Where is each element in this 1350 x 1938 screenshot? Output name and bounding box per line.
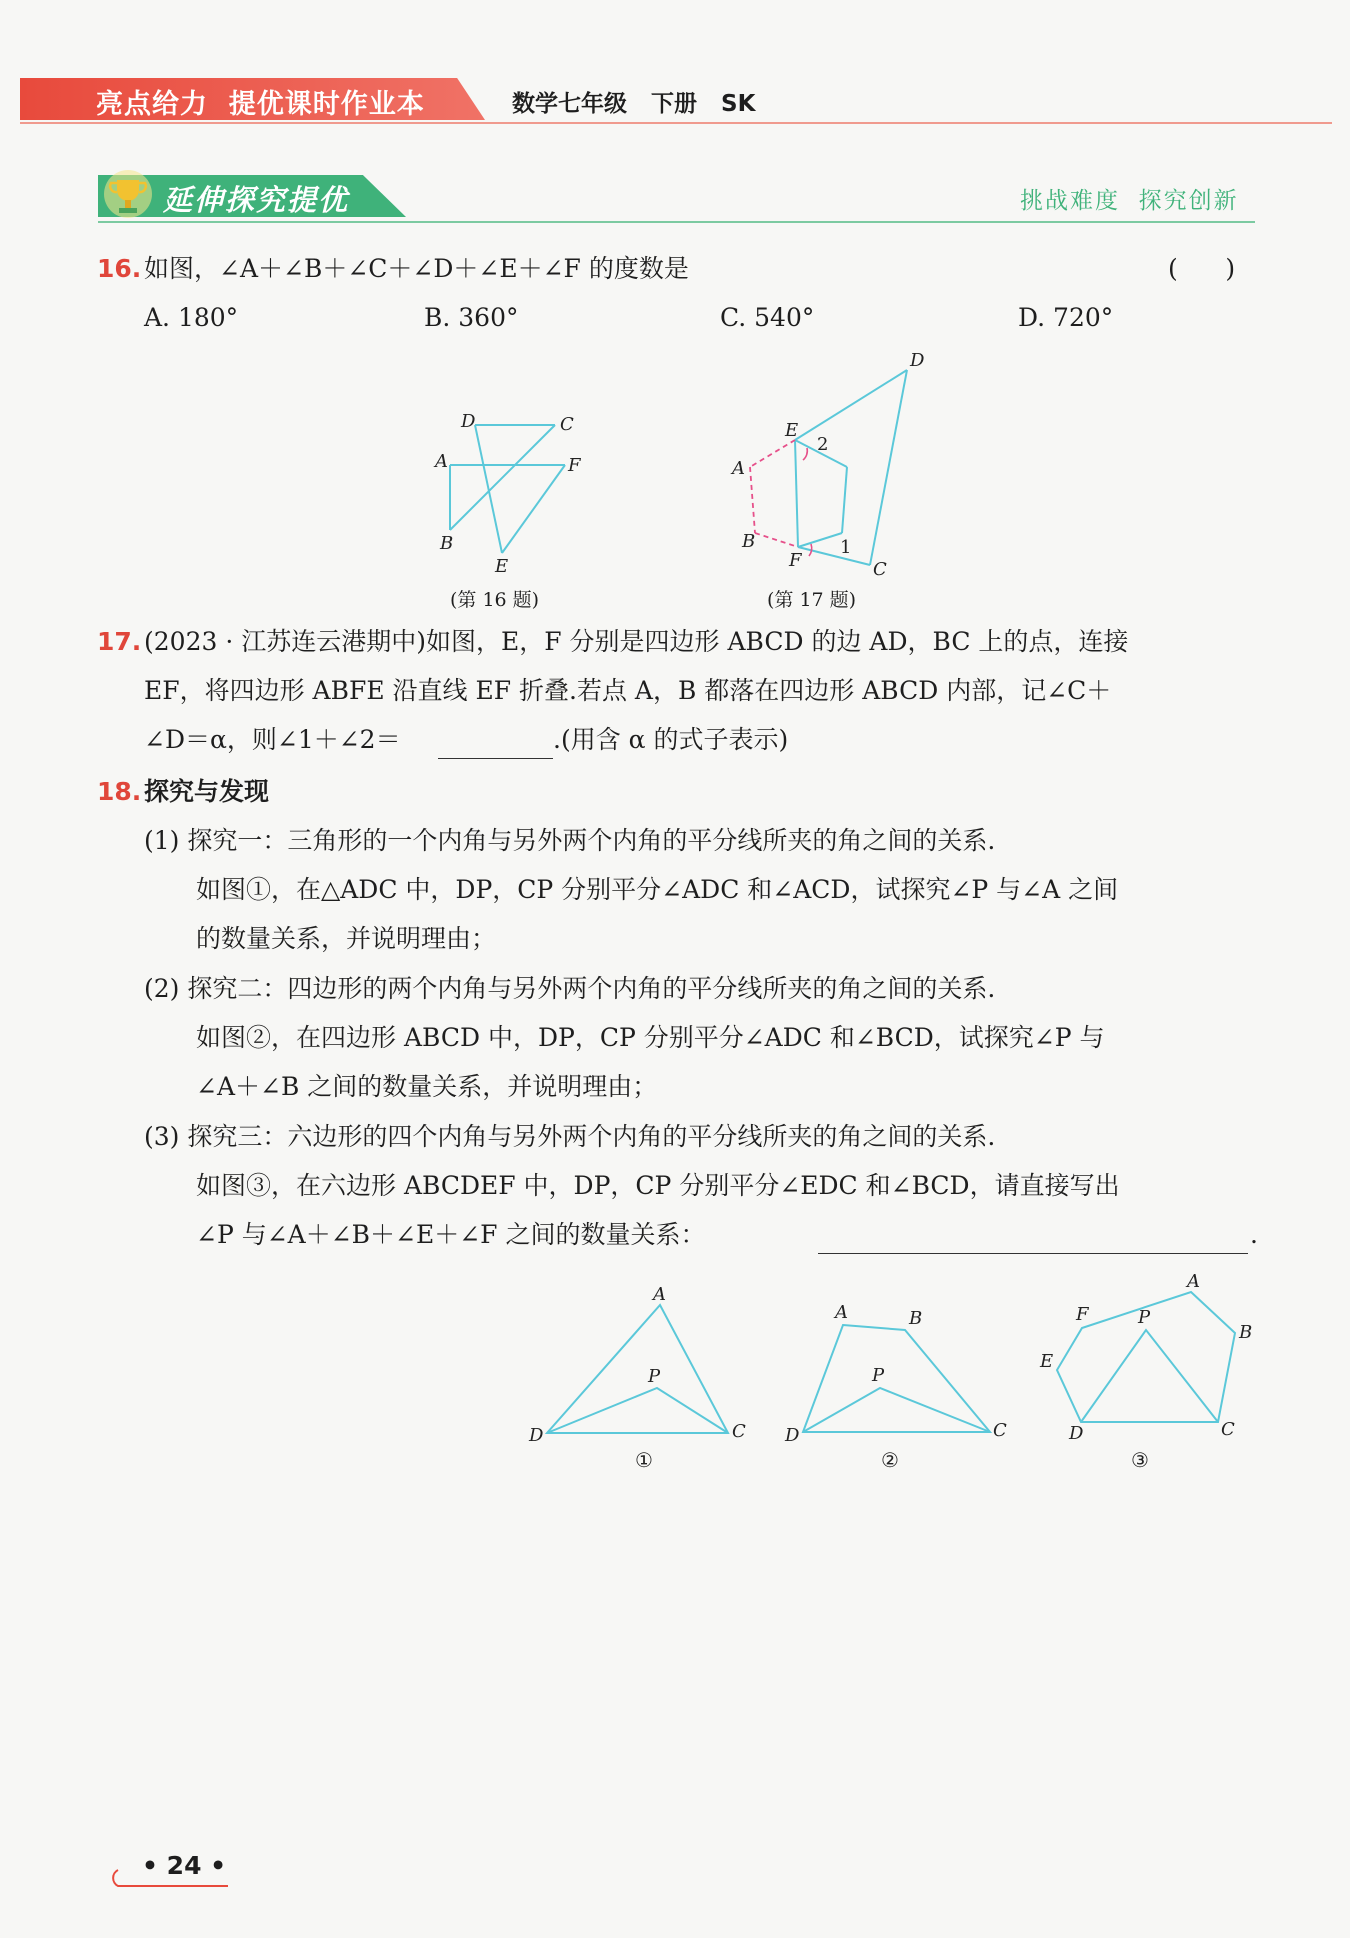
point-label: A [732,458,745,479]
point-label: E [785,420,799,441]
question-17-line3-end: .(用含 α 的式子表示) [553,725,789,754]
point-label: A [653,1284,666,1305]
answer-blank [818,1253,1248,1254]
figure-caption: (第 17 题) [767,589,857,611]
point-label: B [742,531,756,552]
answer-blank [438,758,553,759]
part-3-text: ∠P 与∠A＋∠B＋∠E＋∠F 之间的数量关系： [196,1220,706,1249]
sentence-end: . [1250,1220,1258,1249]
part-2-text: ∠A＋∠B 之间的数量关系，并说明理由； [196,1072,658,1101]
figure-caption: (第 16 题) [450,589,540,611]
point-label: D [461,411,476,432]
point-label: E [1040,1351,1054,1372]
header-divider [20,122,1332,124]
question-17-line1: (2023 · 江苏连云港期中)如图，E，F 分别是四边形 ABCD 的边 AD，BC 上的点，连接 [144,627,1129,656]
option-b: B. 360° [424,303,519,332]
point-label: D [910,350,925,371]
part-3-heading: (3) 探究三：六边形的四个内角与另外两个内角的平分线所夹的角之间的关系. [144,1122,996,1151]
question-number: 17. [97,627,142,656]
point-label: P [872,1365,885,1386]
point-label: P [648,1366,661,1387]
option-c: C. 540° [720,303,815,332]
angle-label: 2 [817,434,829,455]
figure-number: ③ [1131,1448,1149,1472]
part-1-heading: (1) 探究一：三角形的一个内角与另外两个内角的平分线所夹的角之间的关系. [144,826,996,855]
point-label: C [560,414,574,435]
question-number: 18. [97,777,142,806]
figure-number: ① [635,1448,653,1472]
part-1-text: 如图①，在△ADC 中，DP，CP 分别平分∠ADC 和∠ACD，试探究∠P 与∠A 之间 [196,875,1119,904]
point-label: C [993,1420,1007,1441]
point-label: F [789,550,802,571]
point-label: E [495,556,509,577]
trophy-icon [100,168,156,224]
page-number: • 24 • [142,1851,227,1880]
point-label: D [1069,1423,1084,1444]
figure-18-1 [525,1280,755,1475]
book-subject: 数学七年级 下册 SK [512,91,756,117]
point-label: A [835,1302,848,1323]
point-label: A [1187,1271,1200,1292]
question-18-title: 探究与发现 [144,777,270,806]
question-17-line2: EF，将四边形 ABFE 沿直线 EF 折叠.若点 A，B 都落在四边形 ABCD 内部，记∠C＋ [144,676,1112,705]
part-2-heading: (2) 探究二：四边形的两个内角与另外两个内角的平分线所夹的角之间的关系. [144,974,996,1003]
section-divider [98,221,1255,223]
figure-18-2 [775,1280,1015,1475]
point-label: B [909,1308,923,1329]
section-title: 延伸探究提优 [163,183,350,217]
part-2-text: 如图②，在四边形 ABCD 中，DP，CP 分别平分∠ADC 和∠BCD，试探究∠P 与 [196,1023,1105,1052]
question-17-line3: ∠D＝α，则∠1＋∠2＝ [144,725,401,754]
answer-bracket: ( ) [1168,254,1236,283]
figure-18-3 [1035,1265,1275,1475]
section-tagline: 挑战难度 探究创新 [1020,188,1239,214]
point-label: P [1138,1307,1151,1328]
part-3-text: 如图③，在六边形 ABCDEF 中，DP，CP 分别平分∠EDC 和∠BCD，请直接写出 [196,1171,1120,1200]
question-number: 16. [97,254,142,283]
point-label: B [440,533,454,554]
option-a: A. 180° [144,303,239,332]
option-d: D. 720° [1018,303,1114,332]
point-label: F [1076,1304,1089,1325]
question-16-text: 如图，∠A＋∠B＋∠C＋∠D＋∠E＋∠F 的度数是 [144,254,689,283]
angle-label: 1 [840,537,852,558]
book-title: 亮点给力 提优课时作业本 [96,89,425,120]
point-label: D [785,1425,800,1446]
point-label: C [873,559,887,580]
figure-16 [430,405,590,580]
part-1-text: 的数量关系，并说明理由； [196,924,497,953]
point-label: B [1239,1322,1253,1343]
point-label: C [1221,1419,1235,1440]
point-label: F [568,455,581,476]
point-label: A [435,451,448,472]
figure-17 [725,350,935,580]
point-label: C [732,1421,746,1442]
figure-number: ② [881,1448,899,1472]
point-label: D [529,1425,544,1446]
